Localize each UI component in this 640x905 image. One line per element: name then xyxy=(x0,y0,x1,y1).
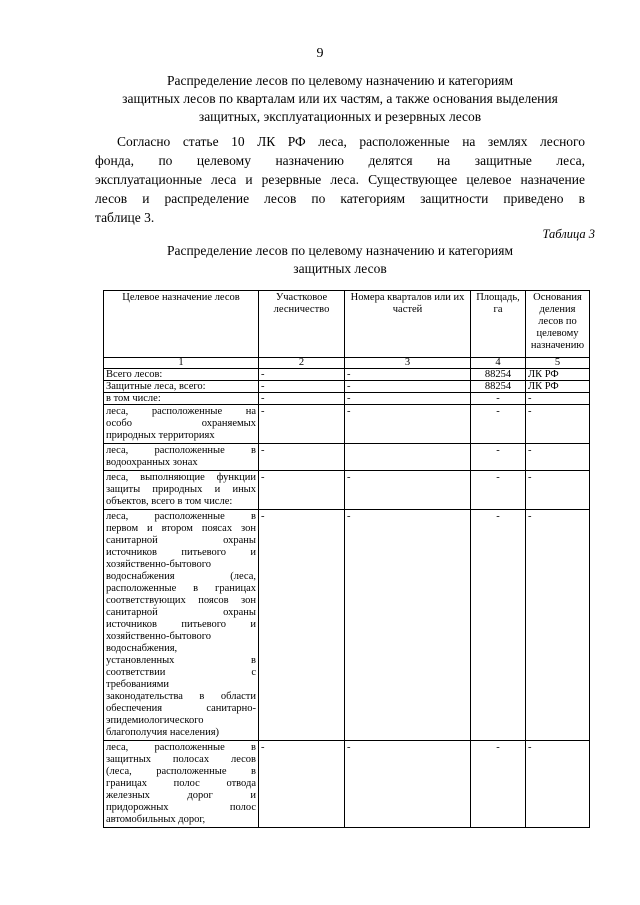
section-title-line: Распределение лесов по целевому назначению и категориям xyxy=(166,73,514,88)
cell-purpose-line: требованиями xyxy=(106,679,170,690)
cell-purpose-line: леса, расположенные в xyxy=(106,511,256,522)
cell-district: - xyxy=(259,471,345,510)
cell-purpose-line: придорожных полос xyxy=(106,802,256,813)
cell-purpose-line: (леса, расположенные в xyxy=(106,766,256,777)
header-purpose: Целевое назначение лесов xyxy=(104,291,259,358)
column-number: 4 xyxy=(471,358,526,369)
cell-district: - xyxy=(259,444,345,471)
table-row xyxy=(104,741,590,828)
table-row xyxy=(104,405,590,444)
intro-line: таблице 3. xyxy=(95,210,155,225)
cell-basis: - xyxy=(526,471,590,510)
cell-purpose-line: леса, расположенные в xyxy=(106,445,256,456)
intro-paragraph xyxy=(95,132,585,227)
cell-quarters: - xyxy=(345,471,471,510)
table-row xyxy=(104,393,590,405)
table-row xyxy=(104,510,590,741)
cell-area: - xyxy=(471,741,526,828)
cell-purpose-line: водоснабжения, xyxy=(106,643,178,654)
header-area: Площадь, га xyxy=(471,291,526,358)
cell-purpose-line: автомобильных дорог, xyxy=(106,814,206,825)
cell-purpose-line: хозяйственно-бытового xyxy=(106,559,212,570)
cell-area: 88254 xyxy=(471,369,526,381)
cell-purpose xyxy=(104,741,259,828)
cell-purpose xyxy=(104,444,259,471)
cell-quarters: - xyxy=(345,369,471,381)
cell-basis: - xyxy=(526,405,590,444)
cell-purpose-line: объектов, всего в том числе: xyxy=(106,496,233,507)
cell-purpose-line: защитных полосах лесов xyxy=(106,754,256,765)
column-number-row xyxy=(104,358,590,369)
cell-purpose-line: расположенные в границах xyxy=(106,583,256,594)
cell-basis: ЛК РФ xyxy=(526,381,590,393)
table-row xyxy=(104,444,590,471)
forest-distribution-table xyxy=(103,290,590,828)
cell-purpose-line: в том числе: xyxy=(106,393,161,404)
cell-purpose-line: законодательства в области xyxy=(106,691,256,702)
intro-line: лесов и распределение лесов по категориям защитности приведено в xyxy=(95,191,585,206)
table-row xyxy=(104,471,590,510)
table-row xyxy=(104,381,590,393)
cell-purpose-line: Всего лесов: xyxy=(106,369,163,380)
cell-purpose-line: источников питьевого и xyxy=(106,547,256,558)
intro-line: Согласно статье 10 ЛК РФ леса, расположенные на землях лесного xyxy=(117,134,585,149)
cell-quarters: - xyxy=(345,381,471,393)
cell-quarters: - xyxy=(345,393,471,405)
cell-purpose-line: леса, расположенные в xyxy=(106,742,256,753)
cell-basis: - xyxy=(526,510,590,741)
cell-quarters: - xyxy=(345,510,471,741)
cell-purpose xyxy=(104,381,259,393)
page-number: 9 xyxy=(316,46,324,61)
cell-purpose-line: Защитные леса, всего: xyxy=(106,381,206,392)
column-number: 1 xyxy=(104,358,259,369)
column-number: 5 xyxy=(526,358,590,369)
cell-area: - xyxy=(471,393,526,405)
cell-purpose-line: водоохранных зонах xyxy=(106,457,198,468)
header-quarters: Номера кварталов или их частей xyxy=(345,291,471,358)
cell-purpose-line: соответствии с xyxy=(106,667,256,678)
cell-purpose-line: установленных в xyxy=(106,655,256,666)
section-title-line: защитных лесов по кварталам или их частям, а также основания выделения xyxy=(122,91,558,106)
table-row xyxy=(104,369,590,381)
cell-basis: - xyxy=(526,393,590,405)
table-title-line: защитных лесов xyxy=(293,261,387,276)
cell-district: - xyxy=(259,405,345,444)
cell-district: - xyxy=(259,510,345,741)
cell-district: - xyxy=(259,369,345,381)
section-title-line: защитных, эксплуатационных и резервных лесов xyxy=(198,109,482,124)
cell-purpose-line: границах полос отвода xyxy=(106,778,256,789)
cell-purpose-line: первом и втором поясах зон xyxy=(106,523,256,534)
cell-district: - xyxy=(259,741,345,828)
cell-quarters xyxy=(345,444,471,471)
cell-basis: ЛК РФ xyxy=(526,369,590,381)
cell-purpose xyxy=(104,369,259,381)
header-district: Участковое лесничество xyxy=(259,291,345,358)
table-title-line: Распределение лесов по целевому назначению и категориям xyxy=(166,243,514,258)
cell-quarters: - xyxy=(345,741,471,828)
cell-purpose-line: эпидемиологического xyxy=(106,715,204,726)
section-title xyxy=(105,72,575,126)
cell-purpose-line: защиты природных и иных xyxy=(106,484,256,495)
intro-line: фонда, по целевому назначению делятся на защитные леса, xyxy=(95,153,585,168)
table-title xyxy=(95,242,585,278)
cell-purpose-line: санитарной охраны xyxy=(106,607,256,618)
column-number: 3 xyxy=(345,358,471,369)
cell-purpose xyxy=(104,510,259,741)
table-body xyxy=(104,369,590,828)
table-label: Таблица 3 xyxy=(542,227,595,241)
cell-purpose-line: благополучия населения) xyxy=(106,727,220,738)
cell-district: - xyxy=(259,381,345,393)
cell-purpose xyxy=(104,393,259,405)
table-header-row xyxy=(104,291,590,358)
cell-area: - xyxy=(471,444,526,471)
intro-line: эксплуатационные леса и резервные леса. Существующее целевое назначение xyxy=(95,172,585,187)
cell-purpose-line: водоснабжения (леса, xyxy=(106,571,256,582)
cell-area: 88254 xyxy=(471,381,526,393)
cell-purpose-line: леса, выполняющие функции xyxy=(106,472,256,483)
cell-area: - xyxy=(471,510,526,741)
cell-area: - xyxy=(471,471,526,510)
cell-purpose-line: железных дорог и xyxy=(106,790,256,801)
header-basis: Основания деления лесов по целевому назначению xyxy=(526,291,590,358)
cell-basis: - xyxy=(526,444,590,471)
cell-purpose-line: леса, расположенные на xyxy=(106,406,256,417)
cell-purpose-line: хозяйственно-бытового xyxy=(106,631,212,642)
cell-purpose-line: особо охраняемых xyxy=(106,418,256,429)
cell-district: - xyxy=(259,393,345,405)
cell-purpose-line: источников питьевого и xyxy=(106,619,256,630)
cell-purpose xyxy=(104,405,259,444)
cell-basis: - xyxy=(526,741,590,828)
cell-purpose-line: санитарной охраны xyxy=(106,535,256,546)
cell-purpose-line: природных территориях xyxy=(106,430,215,441)
cell-area: - xyxy=(471,405,526,444)
column-number: 2 xyxy=(259,358,345,369)
cell-quarters: - xyxy=(345,405,471,444)
cell-purpose-line: соответствующих поясов зон xyxy=(106,595,256,606)
cell-purpose-line: обеспечения санитарно- xyxy=(106,703,256,714)
cell-purpose xyxy=(104,471,259,510)
